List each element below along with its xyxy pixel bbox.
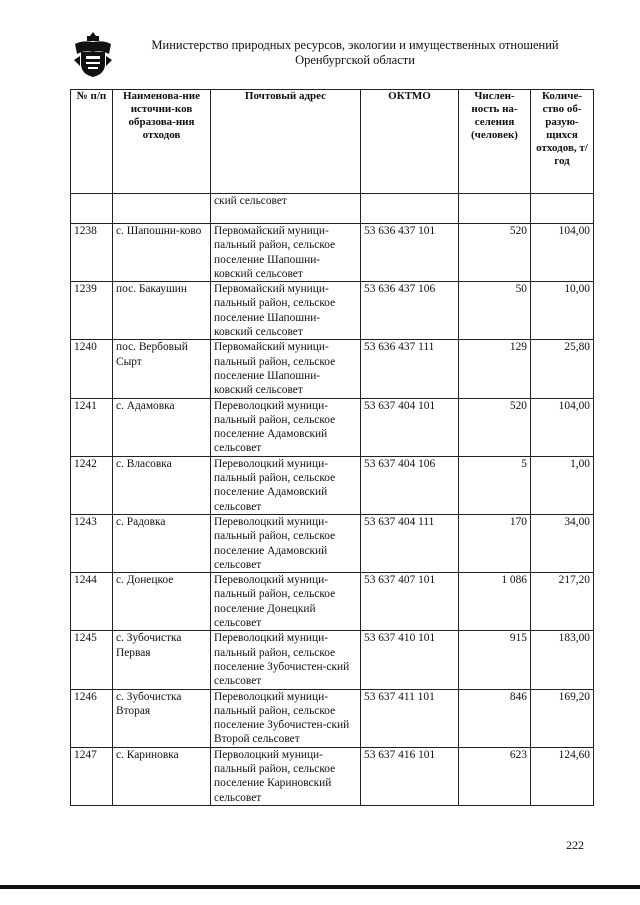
col-header-address: Почтовый адрес: [211, 90, 361, 194]
cell-waste: 1,00: [531, 456, 594, 514]
cell-waste: 169,20: [531, 689, 594, 747]
table-row: [71, 456, 594, 514]
table-row: [71, 340, 594, 398]
cell-num: 1239: [71, 282, 113, 340]
cell-num: 1247: [71, 747, 113, 805]
ministry-header: [120, 38, 590, 68]
cell-address: Первомайский муници-пальный район, сельское поселение Шапошни-ковский сельсовет: [211, 340, 361, 398]
cell-address: Перволоцкий муници-пальный район, сельское поселение Кариновский сельсовет: [211, 747, 361, 805]
cell-num: 1241: [71, 398, 113, 456]
cell-address: Переволоцкий муници-пальный район, сельское поселение Адамовский сельсовет: [211, 456, 361, 514]
coat-of-arms-icon: [72, 30, 114, 78]
cell-waste: 34,00: [531, 514, 594, 572]
cell-population: 520: [459, 224, 531, 282]
cell-waste: 104,00: [531, 224, 594, 282]
table-row: [71, 194, 594, 224]
cell-name: с. Кариновка: [113, 747, 211, 805]
cell-oktmo: 53 636 437 111: [361, 340, 459, 398]
cell-oktmo: 53 637 404 111: [361, 514, 459, 572]
cell-population: 623: [459, 747, 531, 805]
cell-name: с. Радовка: [113, 514, 211, 572]
cell-population: 1 086: [459, 573, 531, 631]
cell-num: 1243: [71, 514, 113, 572]
cell-num: 1246: [71, 689, 113, 747]
cell-num: 1238: [71, 224, 113, 282]
cell-oktmo: 53 637 407 101: [361, 573, 459, 631]
col-header-name: Наименова-ние источни-ков образова-ния отходов: [113, 90, 211, 194]
cell-address: Переволоцкий муници-пальный район, сельское поселение Зубочистен-ский Второй сельсовет: [211, 689, 361, 747]
cell-name: с. Зубочистка Первая: [113, 631, 211, 689]
col-header-population: Числен-ность на-селения (человек): [459, 90, 531, 194]
cell-name: пос. Бакаушин: [113, 282, 211, 340]
cell-num: 1240: [71, 340, 113, 398]
cell-name: пос. Вербовый Сырт: [113, 340, 211, 398]
col-header-num: № п/п: [71, 90, 113, 194]
region-name: Оренбургской области: [295, 53, 415, 67]
cell-waste: 124,60: [531, 747, 594, 805]
cell-waste: 217,20: [531, 573, 594, 631]
cell-oktmo: 53 637 404 106: [361, 456, 459, 514]
cell-waste: 104,00: [531, 398, 594, 456]
table-row: [71, 573, 594, 631]
table-row: [71, 514, 594, 572]
cell-oktmo: 53 637 410 101: [361, 631, 459, 689]
cell-oktmo: 53 637 404 101: [361, 398, 459, 456]
cell-name: с. Донецкое: [113, 573, 211, 631]
cell-population: 915: [459, 631, 531, 689]
cell-address: Переволоцкий муници-пальный район, сельское поселение Адамовский сельсовет: [211, 398, 361, 456]
cell-oktmo: 53 637 416 101: [361, 747, 459, 805]
col-header-waste: Количе-ство об-разую-щихся отходов, т/год: [531, 90, 594, 194]
table-row: [71, 631, 594, 689]
cell-oktmo: 53 636 437 106: [361, 282, 459, 340]
table-row: [71, 689, 594, 747]
cell-oktmo: 53 637 411 101: [361, 689, 459, 747]
waste-sources-table: [70, 89, 594, 806]
bottom-rule: [0, 885, 640, 889]
cell-population: 846: [459, 689, 531, 747]
continuation-cell: ский сельсовет: [211, 194, 361, 224]
cell-population: 50: [459, 282, 531, 340]
cell-population: 170: [459, 514, 531, 572]
cell-num: 1242: [71, 456, 113, 514]
cell-waste: 25,80: [531, 340, 594, 398]
cell-address: Первомайский муници-пальный район, сельское поселение Шапошни-ковский сельсовет: [211, 224, 361, 282]
cell-population: 129: [459, 340, 531, 398]
page-number: 222: [566, 838, 584, 852]
cell-name: с. Зубочистка Вторая: [113, 689, 211, 747]
table-row: [71, 747, 594, 805]
cell-name: с. Шапошни-ково: [113, 224, 211, 282]
col-header-oktmo: ОКТМО: [361, 90, 459, 194]
cell-address: Переволоцкий муници-пальный район, сельское поселение Донецкий сельсовет: [211, 573, 361, 631]
table-row: [71, 224, 594, 282]
cell-population: 5: [459, 456, 531, 514]
cell-address: Переволоцкий муници-пальный район, сельское поселение Адамовский сельсовет: [211, 514, 361, 572]
cell-name: с. Власовка: [113, 456, 211, 514]
cell-num: 1244: [71, 573, 113, 631]
cell-num: 1245: [71, 631, 113, 689]
table-row: [71, 398, 594, 456]
cell-address: Переволоцкий муници-пальный район, сельское поселение Зубочистен-ский сельсовет: [211, 631, 361, 689]
cell-waste: 10,00: [531, 282, 594, 340]
table-header-row: [71, 90, 594, 194]
table-row: [71, 282, 594, 340]
ministry-name: Министерство природных ресурсов, экологии и имущественных отношений: [151, 38, 559, 52]
cell-population: 520: [459, 398, 531, 456]
cell-waste: 183,00: [531, 631, 594, 689]
cell-oktmo: 53 636 437 101: [361, 224, 459, 282]
cell-address: Первомайский муници-пальный район, сельское поселение Шапошни-ковский сельсовет: [211, 282, 361, 340]
cell-name: с. Адамовка: [113, 398, 211, 456]
